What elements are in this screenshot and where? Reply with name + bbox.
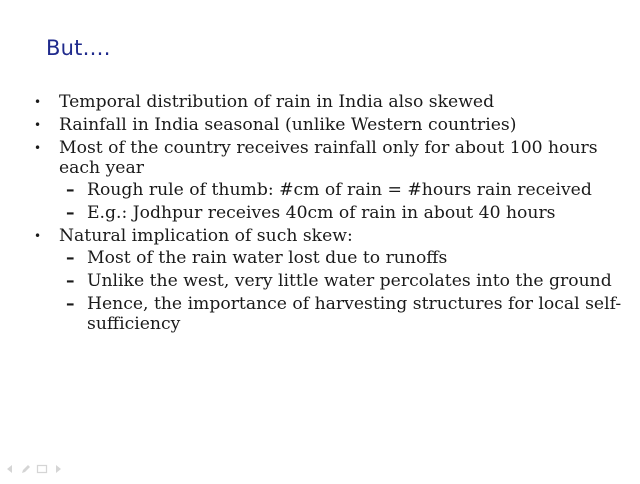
sub-bullet-marker: – bbox=[66, 271, 75, 291]
sub-bullet-list bbox=[59, 248, 630, 334]
sub-bullet-marker: – bbox=[66, 203, 75, 223]
slide-title: But…. bbox=[46, 36, 111, 60]
bullet-marker: • bbox=[34, 229, 42, 243]
bullet-list bbox=[30, 92, 630, 337]
sub-bullet-item bbox=[30, 248, 630, 268]
sub-bullet-text: Rough rule of thumb: #cm of rain = #hours rain received bbox=[87, 180, 592, 200]
slides-icon[interactable] bbox=[36, 462, 48, 474]
sub-bullet-item bbox=[30, 294, 630, 334]
sub-bullet-marker: – bbox=[66, 180, 75, 200]
sub-bullet-item bbox=[30, 180, 630, 200]
bullet-marker: • bbox=[34, 141, 42, 155]
bullet-item bbox=[30, 92, 630, 112]
bullet-marker: • bbox=[34, 95, 42, 109]
bullet-text: Natural implication of such skew: bbox=[59, 226, 353, 246]
bullet-item bbox=[30, 226, 630, 334]
bullet-text: Temporal distribution of rain in India also skewed bbox=[59, 92, 495, 112]
bullet-item bbox=[30, 115, 630, 135]
sub-bullet-marker: – bbox=[66, 248, 75, 268]
sub-bullet-item bbox=[30, 271, 630, 291]
sub-bullet-text: Unlike the west, very little water percolates into the ground bbox=[87, 271, 612, 291]
back-arrow-icon[interactable] bbox=[4, 462, 16, 474]
bullet-item bbox=[30, 138, 630, 223]
sub-bullet-list bbox=[59, 180, 630, 223]
bullet-text: Most of the country receives rainfall only for about 100 hours each year bbox=[59, 138, 598, 178]
bullet-marker: • bbox=[34, 118, 42, 132]
pen-icon[interactable] bbox=[20, 462, 32, 474]
forward-arrow-icon[interactable] bbox=[52, 462, 64, 474]
sub-bullet-text: E.g.: Jodhpur receives 40cm of rain in about 40 hours bbox=[87, 203, 556, 223]
sub-bullet-text: Most of the rain water lost due to runoffs bbox=[87, 248, 448, 268]
sub-bullet-text: Hence, the importance of harvesting structures for local self-sufficiency bbox=[87, 294, 622, 334]
sub-bullet-item bbox=[30, 203, 630, 223]
sub-bullet-marker: – bbox=[66, 294, 75, 314]
slideshow-nav-toolbar bbox=[4, 462, 64, 474]
bullet-text: Rainfall in India seasonal (unlike Western countries) bbox=[59, 115, 517, 135]
